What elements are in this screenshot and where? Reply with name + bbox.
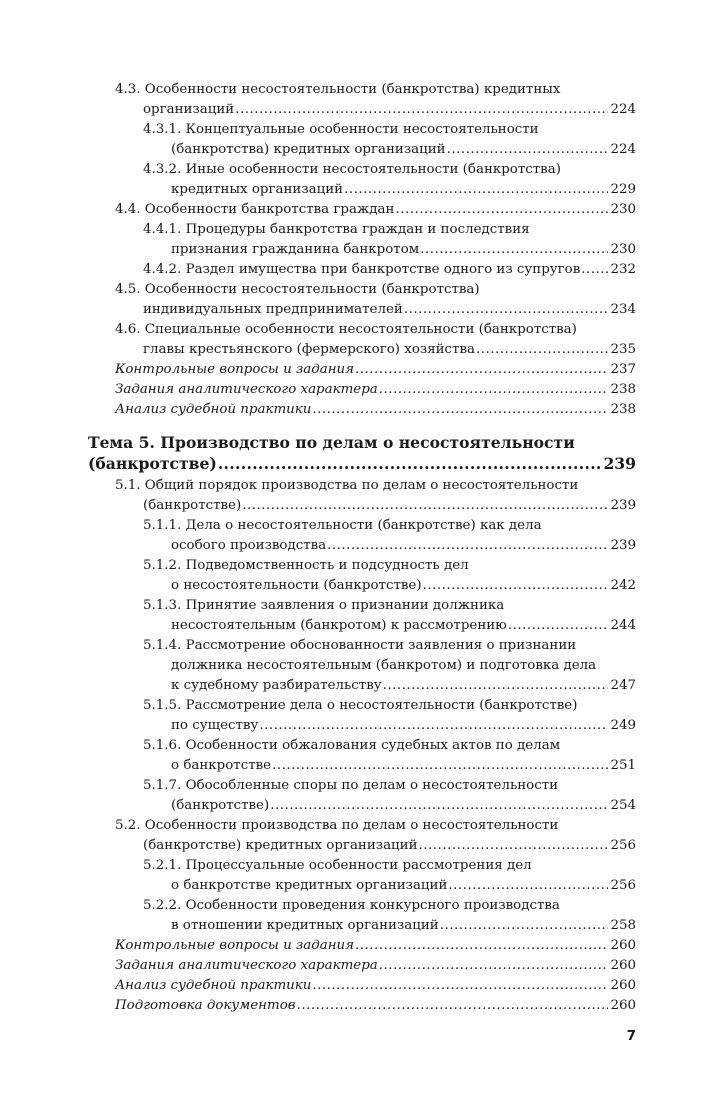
dot-leader <box>259 716 608 736</box>
toc-entry <box>88 976 636 996</box>
toc-page-number: 260 <box>610 938 636 953</box>
toc-entry-line: 4.5. Особенности несостоятельности (банкротства) <box>115 282 480 297</box>
toc-entry-title: (банкротстве) <box>88 454 217 473</box>
toc-entry <box>88 476 636 516</box>
toc-entry <box>88 200 636 220</box>
toc-entry-title: Контрольные вопросы и задания <box>115 938 355 953</box>
toc-entry-line: должника несостоятельным (банкротом) и подготовка дела <box>171 658 597 673</box>
toc-entry-title: особого производства <box>171 538 327 553</box>
toc-entry <box>88 896 636 936</box>
toc-entry-title: (банкротстве) <box>143 498 242 513</box>
toc-entry <box>88 936 636 956</box>
toc-entry-title: Анализ судебной практики <box>115 402 312 417</box>
toc-entry-title: о банкротстве кредитных организаций <box>171 878 448 893</box>
toc-entry <box>88 596 636 636</box>
toc-entry-title: главы крестьянского (фермерского) хозяйства <box>143 342 475 357</box>
toc-entry <box>88 816 636 856</box>
dot-leader <box>297 996 609 1016</box>
dot-leader <box>448 876 608 896</box>
toc-entry-line: 5.1.4. Рассмотрение обоснованности заявления о признании <box>143 638 577 653</box>
toc-entry-title: Задания аналитического характера <box>115 958 378 973</box>
toc-page-number: 235 <box>610 342 636 357</box>
toc-entry-line: 5.1.1. Дела о несостоятельности (банкротстве) как дела <box>143 518 542 533</box>
toc-entry-line: 5.2. Особенности производства по делам о несостоятельности <box>115 818 559 833</box>
toc-page-number: 251 <box>610 758 636 773</box>
toc-page-number: 239 <box>603 454 636 473</box>
toc-entry-title: индивидуальных предпринимателей <box>143 302 403 317</box>
toc-page-number: 244 <box>610 618 636 633</box>
toc-entry <box>88 636 636 696</box>
toc-entry-line: 5.1.7. Обособленные споры по делам о несостоятельности <box>143 778 559 793</box>
dot-leader <box>235 100 608 120</box>
dot-leader <box>383 676 609 696</box>
toc-entry-title: Контрольные вопросы и задания <box>115 362 355 377</box>
toc-entry <box>88 996 636 1016</box>
toc-entry <box>88 776 636 816</box>
toc-entry <box>88 736 636 776</box>
toc-entry-title: (банкротстве) <box>171 798 270 813</box>
toc-entry <box>88 696 636 736</box>
toc-entry-title: по существу <box>171 718 259 733</box>
toc-page-number: 242 <box>610 578 636 593</box>
dot-leader <box>242 496 608 516</box>
toc-page-number: 239 <box>610 498 636 513</box>
toc-entry-title: признания гражданина банкротом <box>171 242 420 257</box>
toc-page-number: 256 <box>610 878 636 893</box>
toc-page-number: 260 <box>610 958 636 973</box>
toc-page-number: 238 <box>610 402 636 417</box>
toc-entry-line: Тема 5. Производство по делам о несостоятельности <box>88 433 575 452</box>
page-number: 7 <box>626 1028 636 1044</box>
toc-page-number: 224 <box>610 142 636 157</box>
dot-leader <box>420 240 608 260</box>
toc-entry <box>88 260 636 280</box>
toc-page-number: 238 <box>610 382 636 397</box>
toc-page-number: 230 <box>610 202 636 217</box>
toc-entry-title: 4.4. Особенности банкротства граждан <box>115 202 395 217</box>
toc-entry <box>88 80 636 120</box>
toc-entry-line: 5.2.1. Процессуальные особенности рассмотрения дел <box>143 858 532 873</box>
toc-page-number: 260 <box>610 978 636 993</box>
dot-leader <box>270 796 608 816</box>
toc-entry <box>88 280 636 320</box>
dot-leader <box>218 453 602 474</box>
toc-entry <box>88 556 636 596</box>
toc-entry-title: (банкротстве) кредитных организаций <box>143 838 418 853</box>
dot-leader <box>344 180 608 200</box>
dot-leader <box>581 260 608 280</box>
toc-entry-title: (банкротства) кредитных организаций <box>171 142 446 157</box>
dot-leader <box>395 200 608 220</box>
toc-entry <box>88 220 636 260</box>
dot-leader <box>355 936 608 956</box>
dot-leader <box>312 976 608 996</box>
toc-entry-title: в отношении кредитных организаций <box>171 918 439 933</box>
toc-entry-title: Анализ судебной практики <box>115 978 312 993</box>
toc-page-number: 239 <box>610 538 636 553</box>
toc-page-number: 234 <box>610 302 636 317</box>
toc-page-number: 237 <box>610 362 636 377</box>
toc-page-number: 232 <box>610 262 636 277</box>
toc-page-number: 258 <box>610 918 636 933</box>
toc-entry <box>88 320 636 360</box>
dot-leader <box>327 536 608 556</box>
dot-leader <box>419 836 609 856</box>
toc-entry-title: о несостоятельности (банкротстве) <box>171 578 422 593</box>
toc-page-number: 224 <box>610 102 636 117</box>
dot-leader <box>476 340 608 360</box>
dot-leader <box>379 380 609 400</box>
toc-entry-title: Подготовка документов <box>115 998 296 1013</box>
dot-leader <box>447 140 609 160</box>
toc-entry-line: 5.1.6. Особенности обжалования судебных актов по делам <box>143 738 561 753</box>
table-of-contents <box>88 80 636 1016</box>
toc-entry-title: Задания аналитического характера <box>115 382 378 397</box>
toc-entry-line: 4.3.1. Концептуальные особенности несостоятельности <box>143 122 539 137</box>
toc-entry-title: кредитных организаций <box>171 182 344 197</box>
toc-page-number: 254 <box>610 798 636 813</box>
toc-entry-title: 4.4.2. Раздел имущества при банкротстве одного из супругов <box>143 262 581 277</box>
toc-page-number: 260 <box>610 998 636 1013</box>
toc-entry <box>88 856 636 896</box>
toc-entry-line: 5.1.5. Рассмотрение дела о несостоятельности (банкротстве) <box>143 698 578 713</box>
dot-leader <box>379 956 609 976</box>
toc-entry-line: 5.1.2. Подведомственность и подсудность дел <box>143 558 469 573</box>
dot-leader <box>423 576 609 596</box>
toc-entry-line: 5.1. Общий порядок производства по делам о несостоятельности <box>115 478 579 493</box>
toc-page-number: 256 <box>610 838 636 853</box>
toc-entry <box>88 956 636 976</box>
toc-entry-line: 5.2.2. Особенности проведения конкурсного производства <box>143 898 560 913</box>
toc-entry-line: 4.3.2. Иные особенности несостоятельности (банкротства) <box>143 162 561 177</box>
toc-entry-title: к судебному разбирательству <box>171 678 382 693</box>
dot-leader <box>404 300 609 320</box>
toc-entry <box>88 400 636 420</box>
toc-entry-title: организаций <box>143 102 235 117</box>
toc-entry-line: 4.3. Особенности несостоятельности (банкротства) кредитных <box>115 82 561 97</box>
dot-leader <box>312 400 608 420</box>
toc-page-number: 249 <box>610 718 636 733</box>
toc-topic-heading <box>88 432 636 474</box>
toc-entry-line: 4.4.1. Процедуры банкротства граждан и последствия <box>143 222 530 237</box>
toc-entry-line: 4.6. Специальные особенности несостоятельности (банкротства) <box>115 322 577 337</box>
dot-leader <box>508 616 609 636</box>
dot-leader <box>440 916 609 936</box>
toc-entry-title: о банкротстве <box>171 758 272 773</box>
toc-entry <box>88 380 636 400</box>
dot-leader <box>272 756 608 776</box>
toc-entry <box>88 120 636 160</box>
toc-page-number: 229 <box>610 182 636 197</box>
toc-entry-title: несостоятельным (банкротом) к рассмотрению <box>171 618 507 633</box>
toc-entry <box>88 160 636 200</box>
dot-leader <box>355 360 608 380</box>
toc-page-number: 230 <box>610 242 636 257</box>
toc-page-number: 247 <box>610 678 636 693</box>
toc-entry-line: 5.1.3. Принятие заявления о признании должника <box>143 598 505 613</box>
toc-entry <box>88 360 636 380</box>
toc-entry <box>88 516 636 556</box>
